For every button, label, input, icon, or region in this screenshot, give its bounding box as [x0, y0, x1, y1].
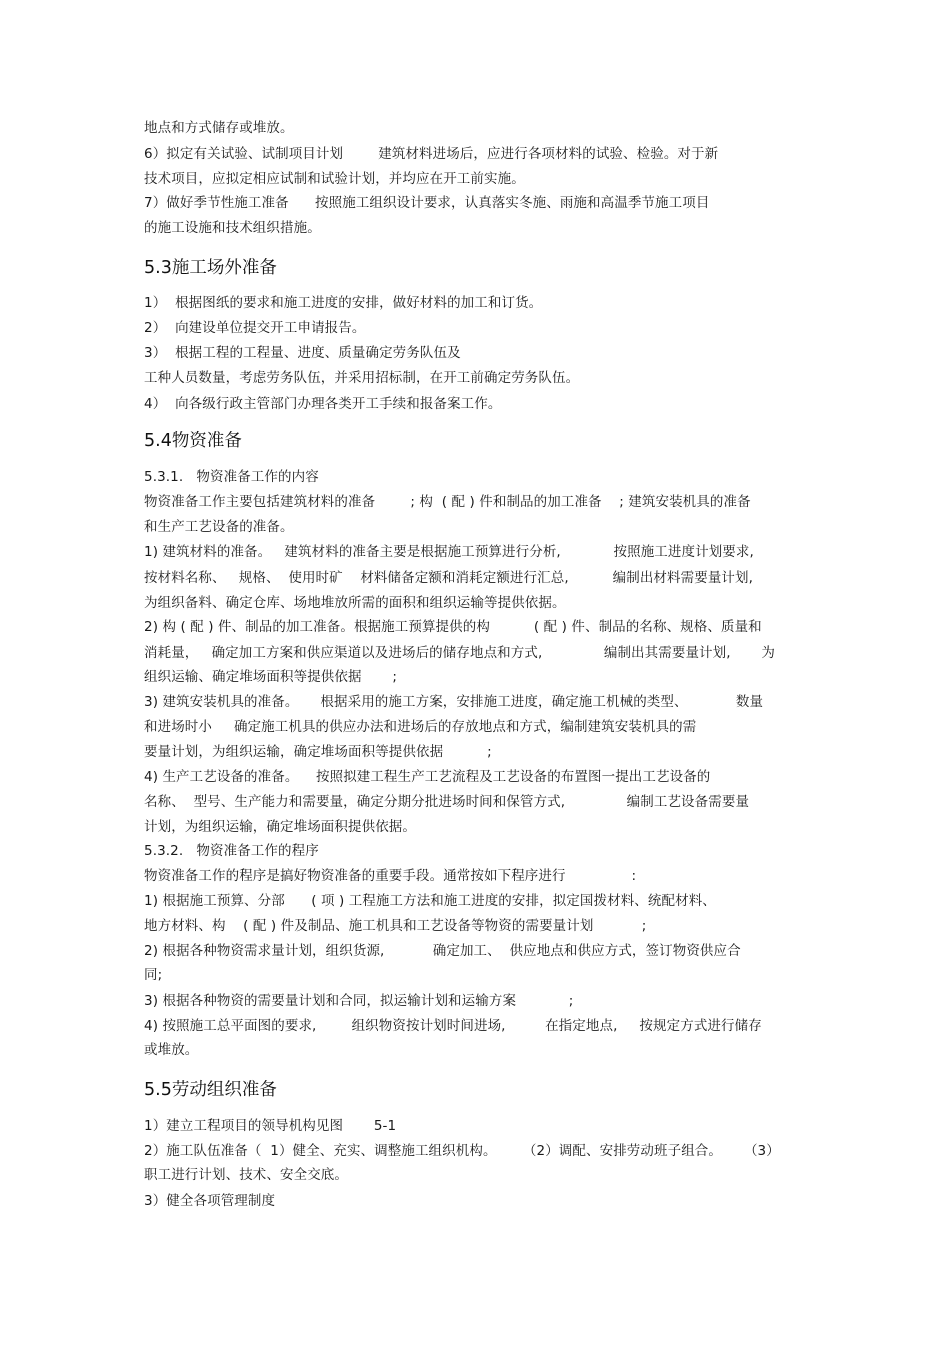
text-line: 技术项目，应拟定相应试制和试验计划，并均应在开工前实施。	[144, 171, 525, 187]
text-line: 或堆放。	[144, 1042, 199, 1058]
text-line: 同;	[144, 967, 163, 983]
text-line: 物资准备工作的程序是搞好物资准备的重要手段。通常按如下程序进行 :	[144, 868, 637, 884]
text-line: 3) 建筑安装机具的准备。 根据采用的施工方案，安排施工进度，确定施工机械的类型、 数量	[144, 694, 764, 710]
section-heading-5-3: 5.3施工场外准备	[144, 258, 277, 278]
text-line: 要量计划，为组织运输，确定堆场面积等提供依据 ;	[144, 744, 492, 760]
text-line: 组织运输、确定堆场面积等提供依据 ;	[144, 669, 397, 685]
text-line: 1） 根据图纸的要求和施工进度的安排，做好材料的加工和订货。	[144, 295, 543, 311]
text-line: 3） 根据工程的工程量、进度、质量确定劳务队伍及	[144, 345, 461, 361]
text-line: 4） 向各级行政主管部门办理各类开工手续和报备案工作。	[144, 396, 502, 412]
text-line: 计划，为组织运输，确定堆场面积提供依据。	[144, 819, 416, 835]
text-line: 和生产工艺设备的准备。	[144, 519, 294, 535]
text-line: 2）施工队伍准备（ 1）健全、充实、调整施工组织机构。 （2）调配、安排劳动班子组合。 （3）	[144, 1143, 780, 1159]
text-line: 1) 根据施工预算、分部 ( 项 ) 工程施工方法和施工进度的安排，拟定国拨材料、统配材料、	[144, 893, 716, 909]
text-line: 地方材料、构 ( 配 ) 件及制品、施工机具和工艺设备等物资的需要量计划 ;	[144, 918, 647, 934]
text-line: 2） 向建设单位提交开工申请报告。	[144, 320, 366, 336]
text-line: 消耗量， 确定加工方案和供应渠道以及进场后的储存地点和方式, 编制出其需要量计划, 为	[144, 645, 775, 661]
text-line: 2) 根据各种物资需求量计划，组织货源, 确定加工、 供应地点和供应方式，签订物资供应合	[144, 943, 741, 959]
text-line: 工种人员数量，考虑劳务队伍，并采用招标制，在开工前确定劳务队伍。	[144, 370, 580, 386]
section-heading-5-5: 5.5劳动组织准备	[144, 1080, 277, 1100]
text-line: 名称、 型号、生产能力和需要量，确定分期分批进场时间和保管方式, 编制工艺设备需要量	[144, 794, 750, 810]
text-line: 按材料名称、 规格、 使用时矿 材料储备定额和消耗定额进行汇总, 编制出材料需要量计划,	[144, 570, 754, 586]
text-line: 2) 构 ( 配 ) 件、制品的加工准备。根据施工预算提供的构 ( 配 ) 件、制品的名称、规格、质量和	[144, 619, 762, 635]
text-line: 3) 根据各种物资的需要量计划和合同，拟运输计划和运输方案 ;	[144, 993, 574, 1009]
subsection-title: 5.3.2. 物资准备工作的程序	[144, 843, 319, 859]
text-line: 为组织备料、确定仓库、场地堆放所需的面积和组织运输等提供依据。	[144, 595, 566, 611]
text-line: 物资准备工作主要包括建筑材料的准备 ; 构 ( 配 ) 件和制品的加工准备 ; 建筑安装机具的准备	[144, 494, 751, 510]
text-line: 6）拟定有关试验、试制项目计划 建筑材料进场后，应进行各项材料的试验、检验。对于新	[144, 146, 719, 162]
text-line: 3）健全各项管理制度	[144, 1193, 276, 1209]
text-line: 地点和方式储存或堆放。	[144, 120, 294, 136]
text-line: 1) 建筑材料的准备。 建筑材料的准备主要是根据施工预算进行分析, 按照施工进度计划要求,	[144, 544, 754, 560]
text-line: 4) 按照施工总平面图的要求, 组织物资按计划时间进场, 在指定地点, 按规定方式进行储存	[144, 1018, 762, 1034]
text-line: 的施工设施和技术组织措施。	[144, 220, 321, 236]
text-line: 7）做好季节性施工准备 按照施工组织设计要求，认真落实冬施、雨施和高温季节施工项目	[144, 195, 710, 211]
text-line: 4) 生产工艺设备的准备。 按照拟建工程生产工艺流程及工艺设备的布置图一提出工艺设备的	[144, 769, 711, 785]
subsection-title: 5.3.1. 物资准备工作的内容	[144, 469, 319, 485]
text-line: 职工进行计划、技术、安全交底。	[144, 1167, 348, 1183]
text-line: 1）建立工程项目的领导机构见图 5-1	[144, 1118, 397, 1134]
section-heading-5-4: 5.4物资准备	[144, 431, 242, 451]
text-line: 和进场时小 确定施工机具的供应办法和进场后的存放地点和方式，编制建筑安装机具的需	[144, 719, 697, 735]
